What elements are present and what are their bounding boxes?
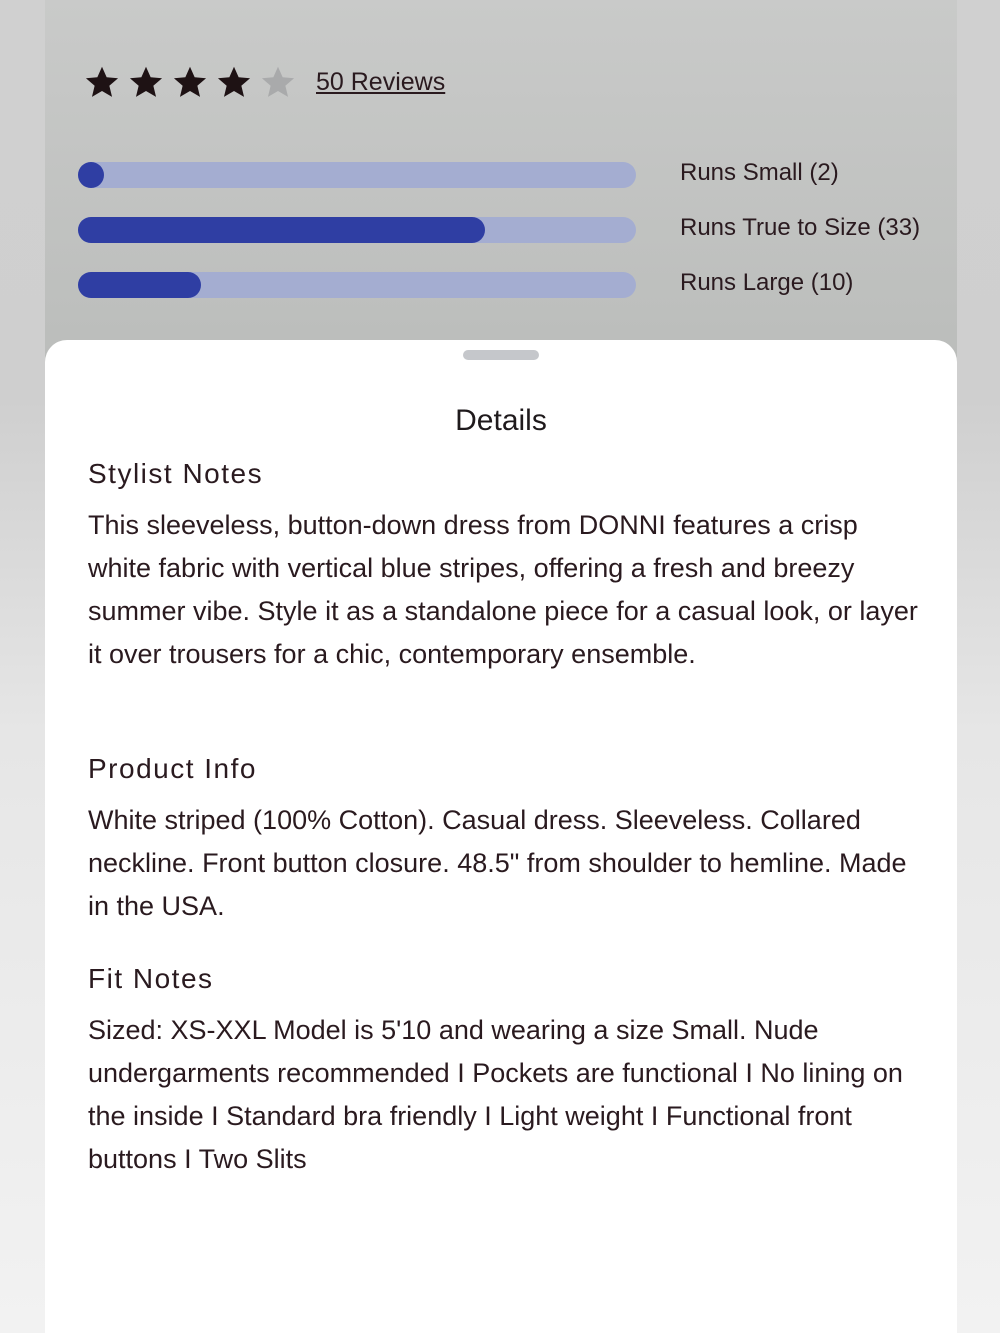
fit-bar-fill — [78, 162, 104, 188]
star-filled-icon — [168, 62, 212, 102]
sheet-title: Details — [455, 404, 547, 437]
star-empty-icon — [256, 62, 300, 102]
star-filled-icon — [212, 62, 256, 102]
fit-label: Runs Small (2) — [680, 159, 839, 186]
fit-label: Runs Large (10) — [680, 269, 854, 296]
fit-notes-section — [88, 963, 918, 1181]
product-info-section — [88, 753, 918, 928]
product-info-heading: Product Info — [88, 753, 257, 784]
fit-row-runs-small — [78, 159, 958, 217]
fit-summary — [78, 159, 958, 327]
star-filled-icon — [124, 62, 168, 102]
fit-bar-fill — [78, 272, 201, 298]
stylist-notes-heading: Stylist Notes — [88, 458, 264, 489]
fit-label: Runs True to Size (33) — [680, 214, 921, 241]
reviews-link[interactable]: 50 Reviews — [316, 67, 446, 96]
fit-row-runs-large — [78, 269, 958, 327]
fit-bar-track — [78, 217, 636, 243]
stylist-notes-section — [88, 458, 918, 676]
fit-bar-fill — [78, 217, 485, 243]
fit-row-runs-true-to-size — [78, 214, 958, 272]
fit-notes-text: Sized: XS-XXL Model is 5'10 and wearing a size Small. Nude undergarments recommended I Pockets are functional I No lining on the inside I Standard bra friendly I Light weight I Functional front buttons I Two Slits — [88, 1015, 903, 1174]
product-info-text: White striped (100% Cotton). Casual dress. Sleeveless. Collared neckline. Front button closure. 48.5" from shoulder to hemline. Made in the USA. — [88, 805, 907, 921]
rating-summary — [80, 62, 445, 102]
sheet-drag-handle[interactable] — [463, 350, 539, 360]
fit-notes-heading: Fit Notes — [88, 963, 214, 994]
details-sheet — [45, 340, 957, 1333]
star-filled-icon — [80, 62, 124, 102]
stylist-notes-text: This sleeveless, button-down dress from DONNI features a crisp white fabric with vertical blue stripes, offering a fresh and breezy summer vibe. Style it as a standalone piece for a casual look, or layer it over trousers for a chic, contemporary ensemble. — [88, 510, 918, 669]
fit-bar-track — [78, 162, 636, 188]
fit-bar-track — [78, 272, 636, 298]
star-rating — [80, 62, 300, 102]
